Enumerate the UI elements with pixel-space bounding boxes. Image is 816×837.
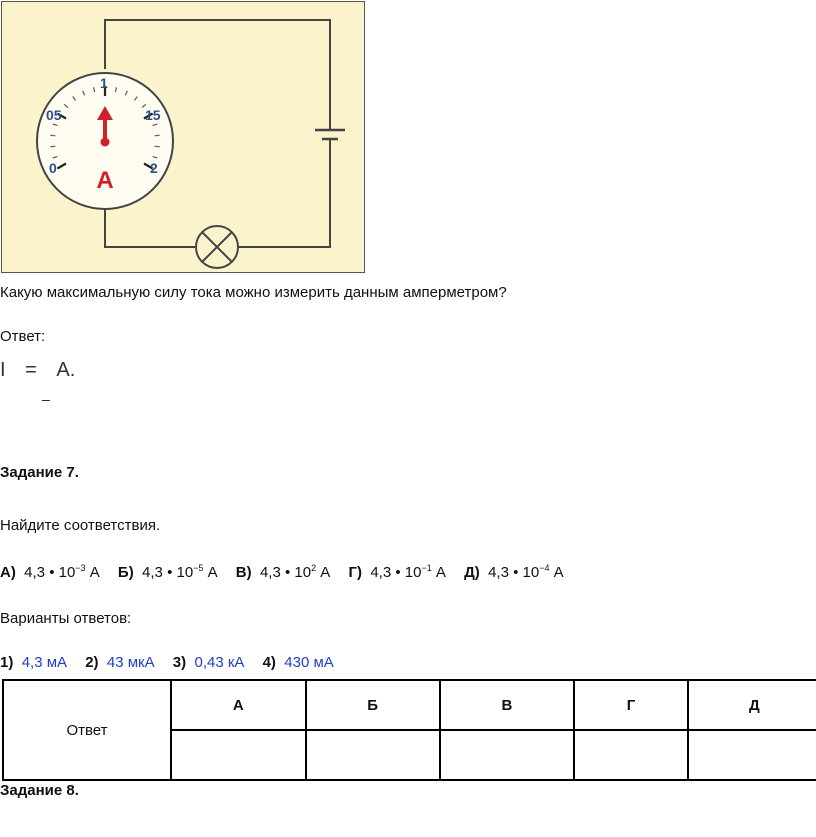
question-text: Какую максимальную силу тока можно измерить данным амперметром? [0,284,507,301]
variant-4: 4) 430 мА [262,654,334,671]
answer-cell-d[interactable] [688,730,816,780]
header-b: Б [306,680,440,730]
variant-2: 2) 43 мкА [85,654,155,671]
scale-label-0: 0 [49,160,57,176]
formula-equals: = [25,359,37,381]
header-a: А [171,680,306,730]
answer-label: Ответ: [0,328,46,345]
wire-bottom [105,207,196,247]
task7-items [0,564,564,581]
header-g: Г [574,680,688,730]
answer-cell-g[interactable] [574,730,688,780]
task7-instruction: Найдите соответствия. [0,517,161,534]
formula-variable: I [0,359,6,381]
item-a: А) 4,3 • $10^{-3}$ А [0,563,100,581]
answer-cell-b[interactable] [306,730,440,780]
lamp-icon [196,226,238,268]
task8-title: Задание 8. [0,782,79,799]
wire-right [238,139,330,247]
item-v: В) 4,3 • $10^2$ А [235,563,331,581]
variant-3: 3) 0,43 кА [172,654,245,671]
variants-list [0,654,334,671]
variants-label: Варианты ответов: [0,610,132,627]
header-d: Д [688,680,816,730]
scale-label-05: 05 [46,107,62,123]
answer-cell-a[interactable] [171,730,306,780]
answer-formula [0,359,75,382]
scale-minor-tick [155,135,160,136]
formula-unit: A. [56,359,76,381]
answer-table [2,679,816,781]
scale-minor-tick [155,146,160,147]
scale-minor-tick [50,146,55,147]
item-b: Б) 4,3 • $10^{-5}$ А [117,563,218,581]
circuit-diagram [2,2,364,272]
scale-minor-tick [50,135,55,136]
item-d: Д) 4,3 • $10^{-4}$ А [464,563,564,581]
answer-row-label: Ответ [3,680,171,780]
circuit-figure [1,1,365,273]
ammeter-symbol: A [96,167,114,194]
task7-title: Задание 7. [0,464,79,481]
scale-label-1: 1 [100,75,108,91]
answer-blank[interactable]: _ [42,385,50,401]
item-g: Г) 4,3 • $10^{-1}$ А [348,563,446,581]
scale-label-2: 2 [150,160,158,176]
battery-icon [315,130,345,139]
header-v: В [440,680,575,730]
answer-cell-v[interactable] [440,730,575,780]
scale-label-15: 15 [145,107,161,123]
variant-1: 1) 4,3 мА [0,654,68,671]
